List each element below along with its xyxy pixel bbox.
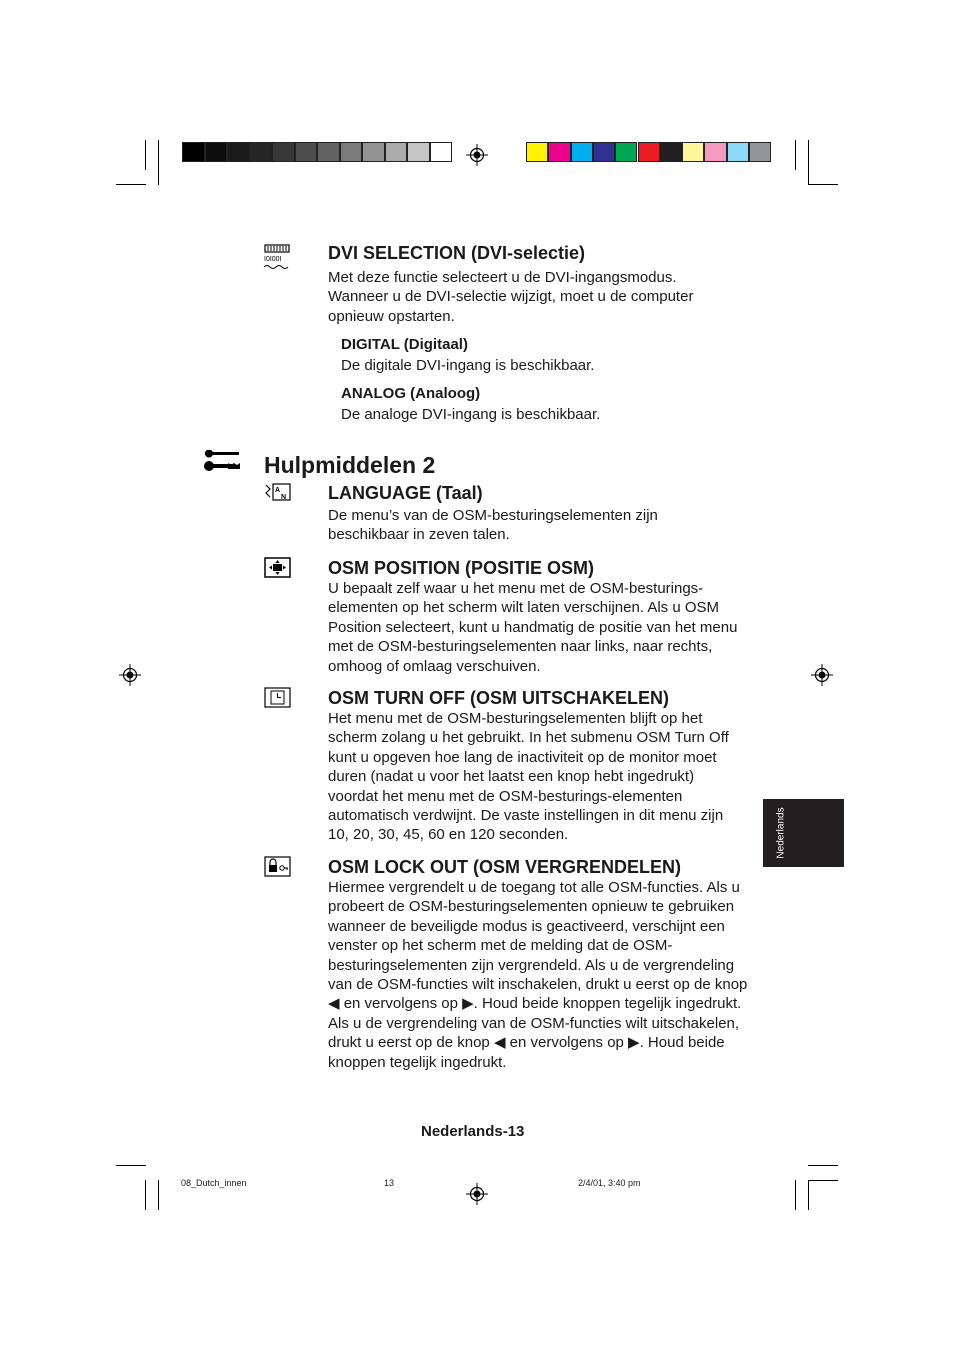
color-swatch [749, 142, 771, 162]
crop-mark [808, 1180, 809, 1210]
color-swatch [526, 142, 548, 162]
crop-mark [808, 184, 838, 185]
color-swatch [317, 142, 340, 162]
color-swatch [227, 142, 250, 162]
color-swatch [250, 142, 273, 162]
color-swatch [295, 142, 318, 162]
dvi-selection-title: DVI SELECTION (DVI-selectie) [328, 243, 586, 263]
registration-mark-icon [811, 664, 833, 686]
color-swatch [340, 142, 363, 162]
osm-turn-off-description: Het menu met de OSM-besturingselementen blijft op het scherm zolang u het gebruikt. In het submenu OSM Turn Off kunt u opgeven hoe lang de inactiviteit op de monitor moet duren (nadat u voor het laatst een knop hebt ingedrukt) voordat het menu met de OSM-besturings-elementen automatisch verdwijnt. De vaste instellingen in dit menu zijn 10, 20, 30, 45, 60 en 120 seconden. [328, 710, 729, 844]
osm-turn-off-icon [264, 687, 291, 708]
crop-mark [808, 140, 809, 185]
crop-mark [145, 1180, 146, 1210]
osm-position-icon [264, 557, 291, 578]
color-swatch [548, 142, 570, 162]
color-swatch [682, 142, 704, 162]
osm-lock-out-description: Hiermee vergrendelt u de toegang tot alle OSM-functies. Als u probeert de OSM-besturingselementen opnieuw te gebruiken wanneer de beveiligde modus is geactiveerd, verschijnt een venster op het scherm met de melding dat de OSM-besturingselementen zijn vergrendeld. Als u de vergrendeling van de OSM-functies wilt inschakelen, drukt u eerst op de knop ◀ en vervolgens op ▶. Houd beide knoppen tegelijk ingedrukt. Als u de vergrendeling van de OSM-functies wilt uitschakelen, drukt u eerst op de knop ◀ en vervolgens op ▶. Houd beide knoppen tegelijk ingedrukt. [328, 879, 748, 1071]
language-side-tab [763, 799, 844, 867]
print-slug-timestamp: 2/4/01, 3:40 pm [578, 1178, 641, 1188]
dvi-selection-description: Met deze functie selecteert u de DVI-ingangsmodus. Wanneer u de DVI-selectie wijzigt, moet u de computer opnieuw opstarten. [328, 269, 694, 325]
color-swatch [182, 142, 205, 162]
color-swatch [272, 142, 295, 162]
page-title: Hulpmiddelen 2 [264, 452, 436, 478]
language-description: De menu’s van de OSM-besturingselementen zijn beschikbaar in zeven talen. [328, 507, 658, 544]
color-swatch [362, 142, 385, 162]
side-tab-label: Nederlands [775, 807, 787, 859]
osm-turn-off-title: OSM TURN OFF (OSM UITSCHAKELEN) [328, 688, 669, 708]
svg-text:I0I00I: I0I00I [264, 256, 282, 263]
color-swatch [430, 142, 453, 162]
color-swatch [571, 142, 593, 162]
osm-lock-out-icon [264, 856, 291, 877]
language-icon [264, 482, 292, 504]
analog-option-text: De analoge DVI-ingang is beschikbaar. [341, 406, 601, 423]
osm-position-title: OSM POSITION (POSITIE OSM) [328, 558, 595, 578]
analog-option-title: ANALOG (Analoog) [341, 385, 481, 402]
crop-mark [116, 1165, 146, 1166]
color-swatch [727, 142, 749, 162]
digital-option-text: De digitale DVI-ingang is beschikbaar. [341, 357, 595, 374]
digital-option-title: DIGITAL (Digitaal) [341, 336, 468, 353]
svg-text:A: A [275, 487, 281, 494]
crop-mark [808, 1165, 838, 1166]
crop-mark [158, 140, 159, 185]
registration-mark-icon [466, 1183, 488, 1205]
crop-mark [116, 184, 146, 185]
osm-lock-out-title: OSM LOCK OUT (OSM VERGRENDELEN) [328, 857, 682, 877]
crop-mark [795, 140, 796, 170]
print-slug-file: 08_Dutch_innen [181, 1178, 247, 1188]
registration-mark-icon [119, 664, 141, 686]
color-swatch [205, 142, 228, 162]
color-swatch [660, 142, 682, 162]
page-number-footer: Nederlands-13 [421, 1123, 525, 1140]
crop-mark [808, 1180, 838, 1181]
color-swatch [407, 142, 430, 162]
crop-mark [158, 1180, 159, 1210]
osm-position-description: U bepaalt zelf waar u het menu met de OSM-besturings-elementen op het scherm wilt laten verschijnen. Als u OSM Position selecteert, kunt u handmatig de positie van het menu met de OSM-besturingselementen naar links, naar rechts, omhoog of omlaag verschuiven. [328, 580, 738, 675]
color-swatch [593, 142, 615, 162]
registration-mark-icon [466, 144, 488, 166]
dvi-selection-icon [263, 244, 293, 270]
color-swatch [704, 142, 726, 162]
color-swatch [615, 142, 637, 162]
color-swatch [638, 142, 660, 162]
crop-mark [145, 140, 146, 170]
color-swatch [385, 142, 408, 162]
language-title: LANGUAGE (Taal) [328, 483, 483, 503]
tools-icon [204, 450, 240, 474]
print-slug-page: 13 [384, 1178, 395, 1188]
svg-text:N: N [281, 494, 287, 501]
crop-mark [795, 1180, 796, 1210]
